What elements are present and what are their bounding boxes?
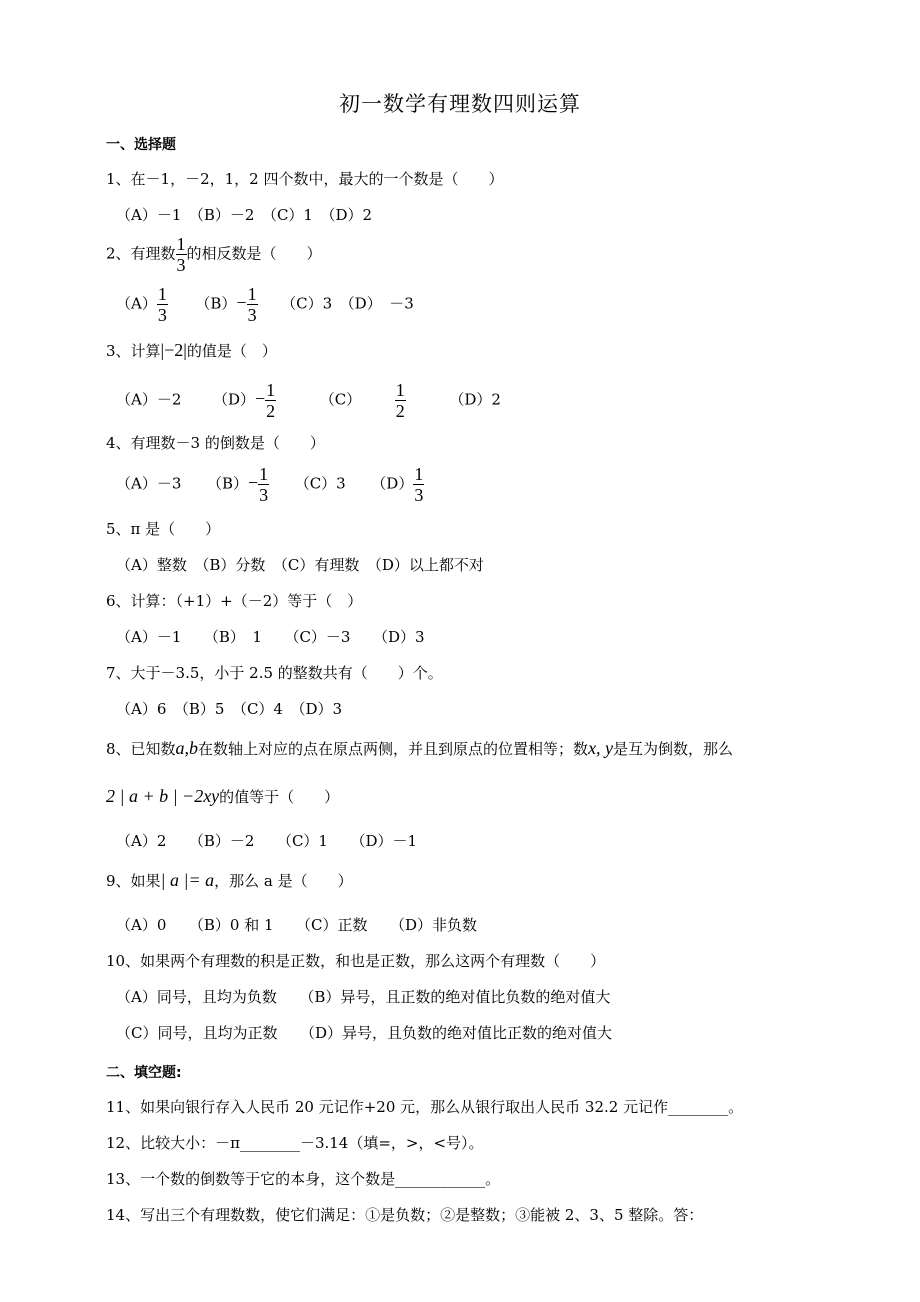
option-a-label: （A） <box>116 294 157 313</box>
question-3-suffix: 的值是（ ） <box>186 342 277 360</box>
fraction-one-half <box>265 380 276 421</box>
page-title: 初一数学有理数四则运算 <box>339 92 581 116</box>
option-c-label: （C） <box>319 390 362 409</box>
question-5: 5、π 是（ ） <box>106 520 221 538</box>
question-13: 13、一个数的倒数等于它的本身，这个数是____________。 <box>106 1170 501 1188</box>
fraction-one-third <box>176 234 187 275</box>
expression-abs-a-equals-a: | a |= a <box>160 870 215 890</box>
question-9-prefix: 9、如果 <box>106 872 161 890</box>
question-8-middle: 在数轴上对应的点在原点两侧，并且到原点的位置相等；数 <box>198 740 589 758</box>
option-b-label: （D） <box>212 390 255 409</box>
absolute-value-expression: |−2| <box>160 340 187 360</box>
question-8-prefix: 8、已知数 <box>106 740 176 758</box>
question-8-tail: 的值等于（ ） <box>219 788 340 806</box>
fraction-numerator: 1 <box>259 464 269 484</box>
question-14: 14、写出三个有理数数，使它们满足：①是负数；②是整数；③能被 2、3、5 整除。答： <box>106 1206 704 1224</box>
fraction-numerator: 1 <box>157 284 167 304</box>
question-2-prefix: 2、有理数 <box>106 244 176 263</box>
fraction-one-third <box>247 284 258 325</box>
question-7-options: （A）6 （B）5 （C）4 （D）3 <box>116 700 343 718</box>
fraction-denominator: 3 <box>157 305 167 325</box>
question-9-options: （A）0 （B）0 和 1 （C）正数 （D）非负数 <box>116 916 478 934</box>
section-heading-choice: 一、选择题 <box>106 137 176 153</box>
question-6: 6、计算：（+1）+（－2）等于（ ） <box>106 592 363 610</box>
fraction-one-third <box>157 284 168 325</box>
fraction-numerator: 1 <box>247 284 257 304</box>
fraction-denominator: 3 <box>176 255 186 275</box>
question-11: 11、如果向银行存入人民币 20 元记作+20 元，那么从银行取出人民币 32.2 元记作________。 <box>106 1098 744 1116</box>
minus-sign: − <box>247 472 259 493</box>
question-1: 1、在－1，－2，1，2 四个数中，最大的一个数是（ ） <box>106 170 504 188</box>
fraction-numerator: 1 <box>414 464 424 484</box>
question-5-options: （A）整数 （B）分数 （C）有理数 （D）以上都不对 <box>116 556 484 574</box>
fraction-numerator: 1 <box>395 380 405 400</box>
question-6-options: （A）－1 （B） 1 （C）－3 （D）3 <box>116 628 425 646</box>
question-8 <box>106 738 733 759</box>
option-d-label: （D） <box>371 474 414 493</box>
option-a: （A）－2 <box>116 390 182 409</box>
minus-sign: − <box>236 292 247 313</box>
option-d: （D）2 <box>449 390 501 409</box>
question-7: 7、大于－3.5，小于 2.5 的整数共有（ ）个。 <box>106 664 443 682</box>
question-10-options-cd: （C）同号，且均为正数 （D）异号，且负数的绝对值比正数的绝对值大 <box>116 1024 613 1042</box>
question-10-options-ab: （A）同号，且均为负数 （B）异号，且正数的绝对值比负数的绝对值大 <box>116 988 611 1006</box>
question-3 <box>106 340 277 361</box>
fraction-one-half <box>395 380 406 421</box>
option-b-label: （B） <box>195 294 237 313</box>
question-1-options: （A）－1 （B）－2 （C）1 （D）2 <box>116 206 373 224</box>
question-8-suffix: 是互为倒数，那么 <box>613 740 734 758</box>
question-2-suffix: 的相反数是（ ） <box>186 244 322 263</box>
question-4: 4、有理数－3 的倒数是（ ） <box>106 434 325 452</box>
fraction-one-third <box>258 464 269 505</box>
question-8-continued <box>106 786 339 807</box>
question-2-options <box>116 284 414 325</box>
option-b-label: （B） <box>206 474 248 493</box>
question-10: 10、如果两个有理数的积是正数，和也是正数，那么这两个有理数（ ） <box>106 952 606 970</box>
variables-x-y: x, y <box>588 738 614 758</box>
question-3-options <box>116 380 501 421</box>
option-c: （C）3 <box>294 474 346 493</box>
question-2 <box>106 234 322 275</box>
question-4-options <box>116 464 424 505</box>
minus-sign: − <box>254 388 266 409</box>
fraction-numerator: 1 <box>266 380 276 400</box>
fraction-denominator: 3 <box>259 485 269 505</box>
question-8-options: （A）2 （B）－2 （C）1 （D）－1 <box>116 832 418 850</box>
question-12: 12、比较大小：－π________－3.14（填=，>，<号）。 <box>106 1134 484 1152</box>
option-a: （A）－3 <box>116 474 182 493</box>
question-9 <box>106 870 353 891</box>
option-c-d: （C）3 （D） －3 <box>281 294 414 313</box>
question-3-prefix: 3、计算 <box>106 342 161 360</box>
fraction-denominator: 3 <box>414 485 424 505</box>
expression-2abs-ab-minus-2xy: 2 | a + b | −2xy <box>106 786 220 806</box>
fraction-denominator: 2 <box>395 401 405 421</box>
fraction-numerator: 1 <box>176 234 186 254</box>
section-heading-fill-in: 二、填空题: <box>106 1065 182 1081</box>
variables-a-b: a,b <box>175 738 199 758</box>
fraction-one-third <box>413 464 424 505</box>
fraction-denominator: 2 <box>266 401 276 421</box>
question-9-suffix: ，那么 a 是（ ） <box>214 872 353 890</box>
fraction-denominator: 3 <box>247 305 257 325</box>
